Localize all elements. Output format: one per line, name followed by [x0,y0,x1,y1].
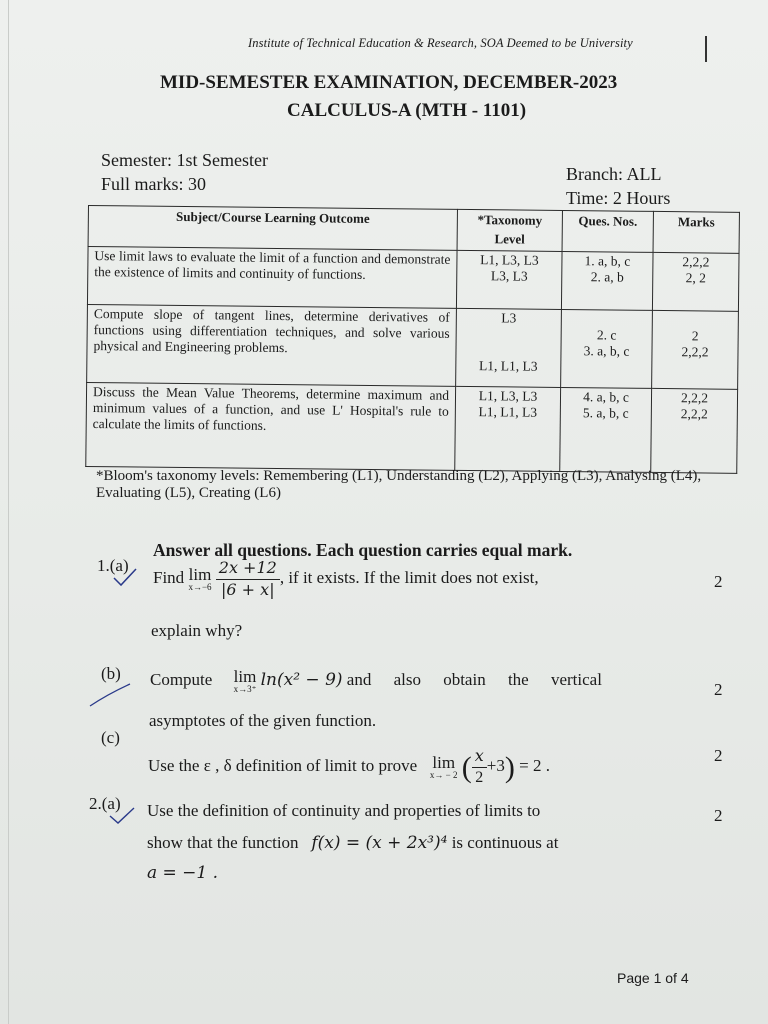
question-1b-line2: asymptotes of the given function. [149,711,377,730]
outcome-cell: Discuss the Mean Value Theorems, determine maximum and minimum values of a function, and use L' Hospital's rule to calculate the limits of functions. [86,382,456,470]
page-number: Page 1 of 4 [617,970,689,986]
function-expression: f(x) = (x + 2x³)⁴ [311,833,448,853]
page-fold-line [8,0,9,1024]
limit-operator: lim x→−6 [188,565,212,593]
x-over-2-fraction: $\frac{x}{2}$ [472,746,487,789]
question-1c-text: Use the ε , δ definition of limit to prove lim x→ − 2 ( $\frac{x}{2}$ +3) = 2 . [148,746,550,789]
exam-title: MID-SEMESTER EXAMINATION, DECEMBER-2023 [160,72,618,93]
question-1a-mark: 2 [714,572,723,591]
question-2a-line3: a = −1 . [147,863,219,883]
header-marks: Marks [653,211,739,253]
learning-outcomes-table [85,205,740,474]
branch: Branch: ALL [566,164,662,184]
question-2a-mark: 2 [714,806,723,825]
time: Time: 2 Hours [566,188,671,208]
question-1c-label: (c) [101,728,120,747]
header-taxonomy: *Taxonomy Level [457,209,562,251]
question-1b-text: Compute lim x→3⁺ ln(x² − 9) and also obtain the vertical [150,667,602,694]
question-2a-line1: Use the definition of continuity and properties of limits to [147,801,541,820]
institute-name: Institute of Technical Education & Research, SOA Deemed to be University [248,36,633,50]
full-marks: Full marks: 30 [101,174,207,194]
limit-operator: lim x→3⁺ [233,667,257,694]
question-2a-line2: show that the function f(x) = (x + 2x³)⁴ is continuous at [147,833,559,853]
semester: Semester: 1st Semester [101,150,268,170]
taxonomy-cell: L1, L3, L3 L3, L3 [456,250,562,309]
taxonomy-cell: L1, L3, L3 L1, L1, L3 [455,386,561,471]
outcome-cell: Compute slope of tangent lines, determine derivatives of functions using differentiation techniques, and solve various physical and Engineering problems. [87,304,457,386]
marks-cell: 2 2,2,2 [652,310,739,389]
question-1b-label: (b) [101,664,121,683]
questions-cell: 1. a, b, c 2. a, b [561,251,653,310]
question-1b-mark: 2 [714,680,723,699]
table-row [87,246,739,311]
limit-operator: lim x→ − 2 [429,753,458,781]
instruction: Answer all questions. Each question carries equal mark. [153,540,573,560]
header-questions: Ques. Nos. [562,210,653,252]
pen-stroke-icon [88,680,132,710]
taxonomy-cell: L3 L1, L1, L3 [456,308,562,387]
header-outcome: Subject/Course Learning Outcome [88,206,457,251]
marks-cell: 2,2,2 2,2,2 [651,388,738,473]
checkmark-icon [108,806,136,826]
question-2a-label: 2.(a) [89,794,121,813]
header-rule [705,36,707,62]
question-1a-line2: explain why? [151,621,243,640]
taxonomy-footnote: *Bloom's taxonomy levels: Remembering (L1), Understanding (L2), Applying (L3), Analysing (L4), Evaluating (L5), Creating (L6) [96,468,702,502]
checkmark-icon [112,566,138,588]
marks-cell: 2,2,2 2, 2 [652,252,739,311]
question-1c-mark: 2 [714,746,723,765]
course-title: CALCULUS-A (MTH - 1101) [287,100,527,121]
outcome-cell: Use limit laws to evaluate the limit of a function and demonstrate the existence of limits and continuity of functions. [87,246,457,308]
questions-cell: 4. a, b, c 5. a, b, c [560,387,652,472]
table-row [87,304,739,389]
table-header-row [88,206,739,254]
question-1a-label: 1.(a) [97,556,129,575]
table-row [86,382,738,473]
questions-cell: 2. c 3. a, b, c [561,309,653,388]
question-1a-text: Find lim x→−6 $\frac{2x +12}{|6 + x|}$ , if it exists. If the limit does not exist, [153,558,539,599]
limit-fraction: $\frac{2x +12}{|6 + x|}$ [216,558,280,601]
